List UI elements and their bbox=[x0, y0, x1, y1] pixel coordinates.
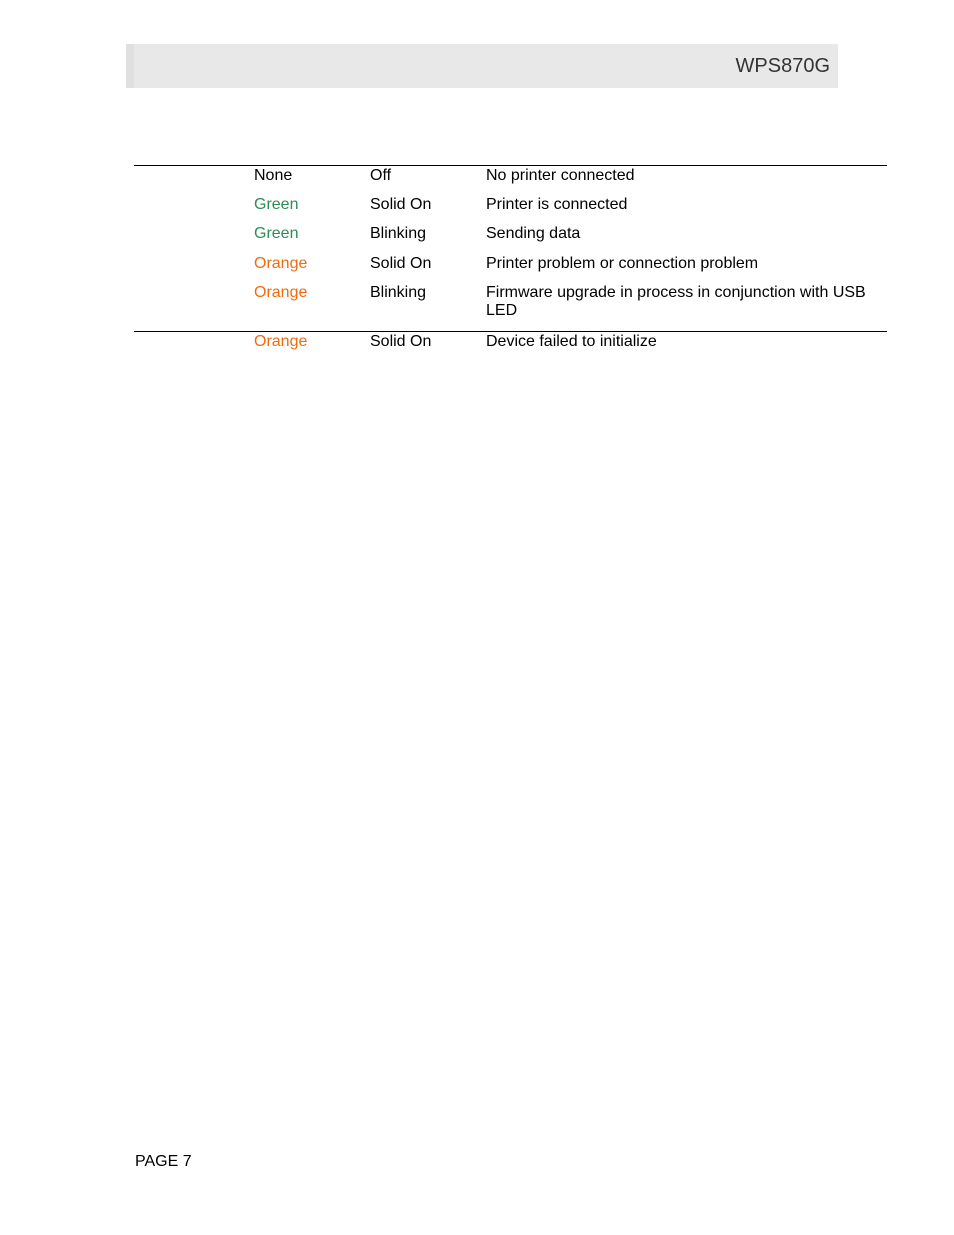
led-state: Off bbox=[370, 167, 392, 184]
led-description: Printer is connected bbox=[486, 196, 628, 213]
led-description: Sending data bbox=[486, 225, 581, 242]
led-description: No printer connected bbox=[486, 167, 635, 184]
header-title: WPS870G bbox=[735, 55, 830, 77]
led-description: Firmware upgrade in process in conjunction with USB LED bbox=[486, 284, 866, 319]
table-section-rule bbox=[134, 331, 887, 332]
led-state: Solid On bbox=[370, 255, 432, 272]
led-color: Green bbox=[254, 196, 299, 213]
led-description: Device failed to initialize bbox=[486, 333, 657, 350]
led-description: Printer problem or connection problem bbox=[486, 255, 759, 272]
led-color: Green bbox=[254, 225, 299, 242]
led-state: Blinking bbox=[370, 284, 427, 301]
page-number: PAGE 7 bbox=[135, 1153, 192, 1170]
header-bar-edge bbox=[126, 44, 134, 88]
led-color: Orange bbox=[254, 284, 308, 301]
led-state: Blinking bbox=[370, 225, 427, 242]
header-bar bbox=[126, 44, 838, 88]
led-color: Orange bbox=[254, 255, 308, 272]
table-top-rule bbox=[134, 165, 887, 166]
led-state: Solid On bbox=[370, 333, 432, 350]
led-state: Solid On bbox=[370, 196, 432, 213]
led-color: Orange bbox=[254, 333, 308, 350]
led-color: None bbox=[254, 167, 293, 184]
